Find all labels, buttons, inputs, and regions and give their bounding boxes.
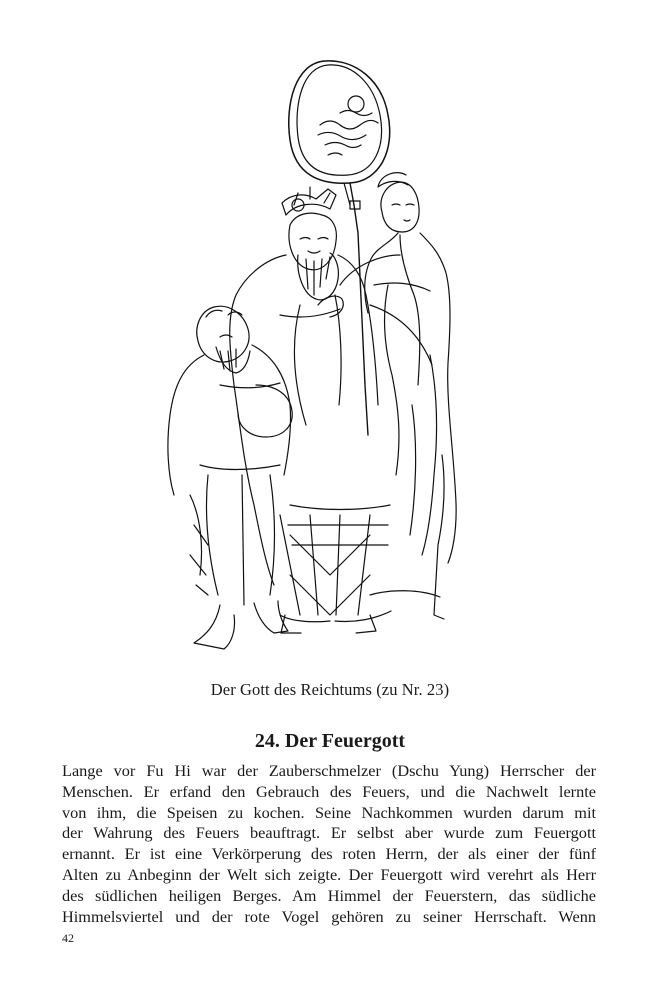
body-line: Menschen. Er erfand den Gebrauch des Feuers, und die Nachwelt lernte	[62, 781, 596, 801]
body-line: Alten zu Anbeginn der Welt sich zeigte. Der Feuergott wird verehrt als Herr	[62, 864, 596, 884]
body-line: von ihm, die Speisen zu kochen. Seine Nachkommen wurden darum mit	[62, 802, 596, 822]
woodcut-illustration	[160, 55, 480, 667]
ceremonial-fan	[289, 61, 390, 435]
body-paragraph	[62, 761, 596, 927]
body-line: ernannt. Er ist eine Verkörperung des roten Herrn, der als einer der fünf	[62, 844, 596, 864]
female-attendant-figure	[365, 173, 456, 619]
illustration-caption: Der Gott des Reichtums (zu Nr. 23)	[210, 680, 450, 699]
body-line: der Wahrung des Feuers beauftragt. Er selbst aber wurde zum Feuergott	[62, 823, 596, 843]
chapter-title: 24. Der Feuergott	[254, 730, 406, 752]
body-line: Himmelsviertel und der rote Vogel gehören zu seiner Herrschaft. Wenn	[62, 906, 596, 926]
page-number: 42	[62, 931, 74, 945]
bearded-attendant-figure	[168, 306, 292, 649]
body-line: Lange vor Fu Hi war der Zauberschmelzer (Dschu Yung) Herrscher der	[62, 761, 596, 780]
body-line: des südlichen heiligen Berges. Am Himmel der Feuerstern, das südliche	[62, 885, 596, 905]
